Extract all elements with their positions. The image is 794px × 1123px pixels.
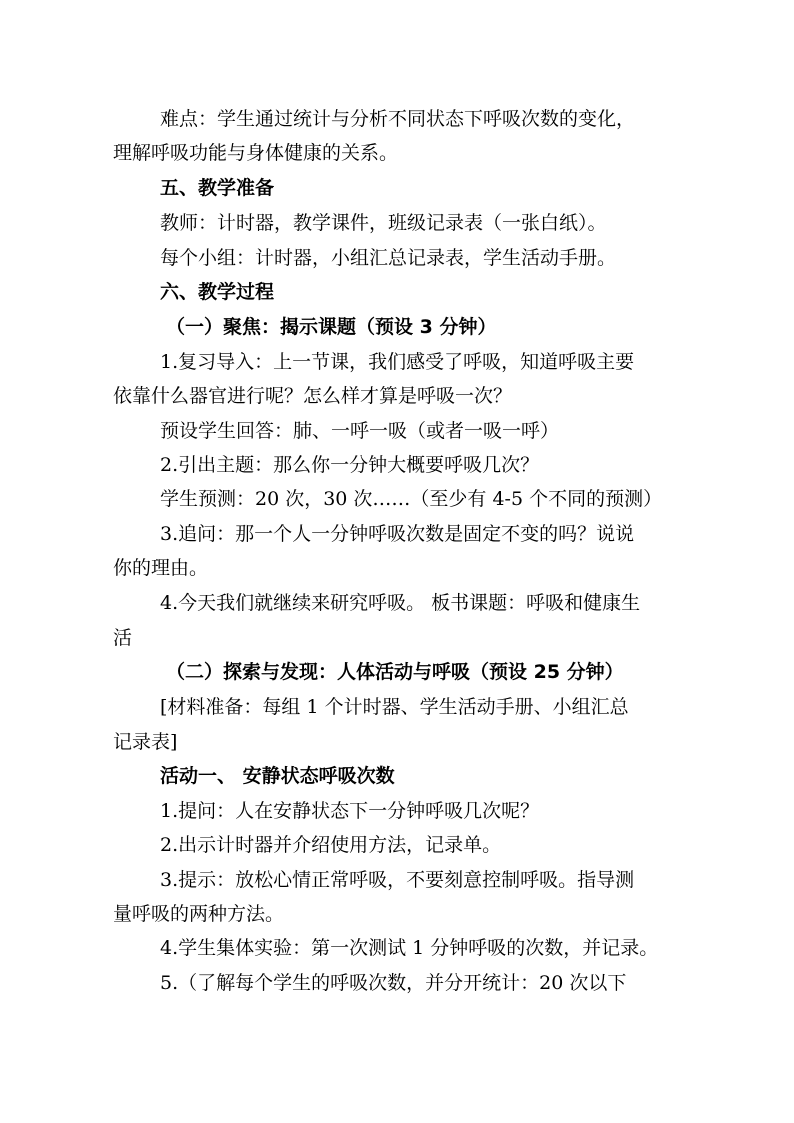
review-intro-line-1: 1.复习导入：上一节课，我们感受了呼吸，知道呼吸主要 [160,351,635,373]
section-heading-teaching-process: 六、教学过程 [160,281,275,303]
difficulty-paragraph-line-2: 理解呼吸功能与身体健康的关系。 [113,142,399,164]
continue-research-line-1: 4.今天我们就继续来研究呼吸。 板书课题：呼吸和健康生 [160,592,641,614]
section-heading-teaching-preparation: 五、教学准备 [160,177,275,199]
review-intro-line-2: 依靠什么器官进行呢？怎么样才算是呼吸一次？ [113,385,513,407]
activity-question-line: 1.提问：人在安静状态下一分钟呼吸几次呢？ [160,800,540,822]
subsection-heading-exploration: （二）探索与发现：人体活动与呼吸（预设 25 分钟） [166,661,624,683]
follow-up-question-line-2: 你的理由。 [113,557,209,579]
activity-one-heading: 活动一、 安静状态呼吸次数 [160,765,395,787]
expected-answer-line: 预设学生回答：肺、一呼一吸（或者一吸一呼） [160,420,560,442]
materials-preparation-line-1: [材料准备：每组 1 个计时器、学生活动手册、小组汇总 [160,696,629,718]
collective-experiment-line: 4.学生集体实验：第一次测试 1 分钟呼吸的次数，并记录。 [160,937,659,959]
breathing-tip-line-2: 量呼吸的两种方法。 [113,903,285,925]
subsection-heading-focus: （一）聚焦：揭示课题（预设 3 分钟） [166,316,497,338]
breathing-tip-line-1: 3.提示：放松心情正常呼吸，不要刻意控制呼吸。指导测 [160,869,635,891]
timer-introduction-line: 2.出示计时器并介绍使用方法，记录单。 [160,834,502,856]
difficulty-paragraph-line-1: 难点：学生通过统计与分析不同状态下呼吸次数的变化， [160,108,636,130]
group-materials-line: 每个小组：计时器，小组汇总记录表，学生活动手册。 [160,247,617,269]
lead-in-topic-line: 2.引出主题：那么你一分钟大概要呼吸几次？ [160,454,540,476]
student-prediction-line: 学生预测：20 次，30 次……（至少有 4-5 个不同的预测） [160,488,663,510]
teacher-materials-line: 教师：计时器，教学课件，班级记录表（一张白纸）。 [160,212,607,234]
continue-research-line-2: 活 [113,627,133,649]
materials-preparation-line-2: 记录表] [113,731,178,753]
breath-count-statistics-line: 5.（了解每个学生的呼吸次数，并分开统计：20 次以下 [160,972,627,994]
follow-up-question-line-1: 3.追问：那一个人一分钟呼吸次数是固定不变的吗？说说 [160,523,635,545]
